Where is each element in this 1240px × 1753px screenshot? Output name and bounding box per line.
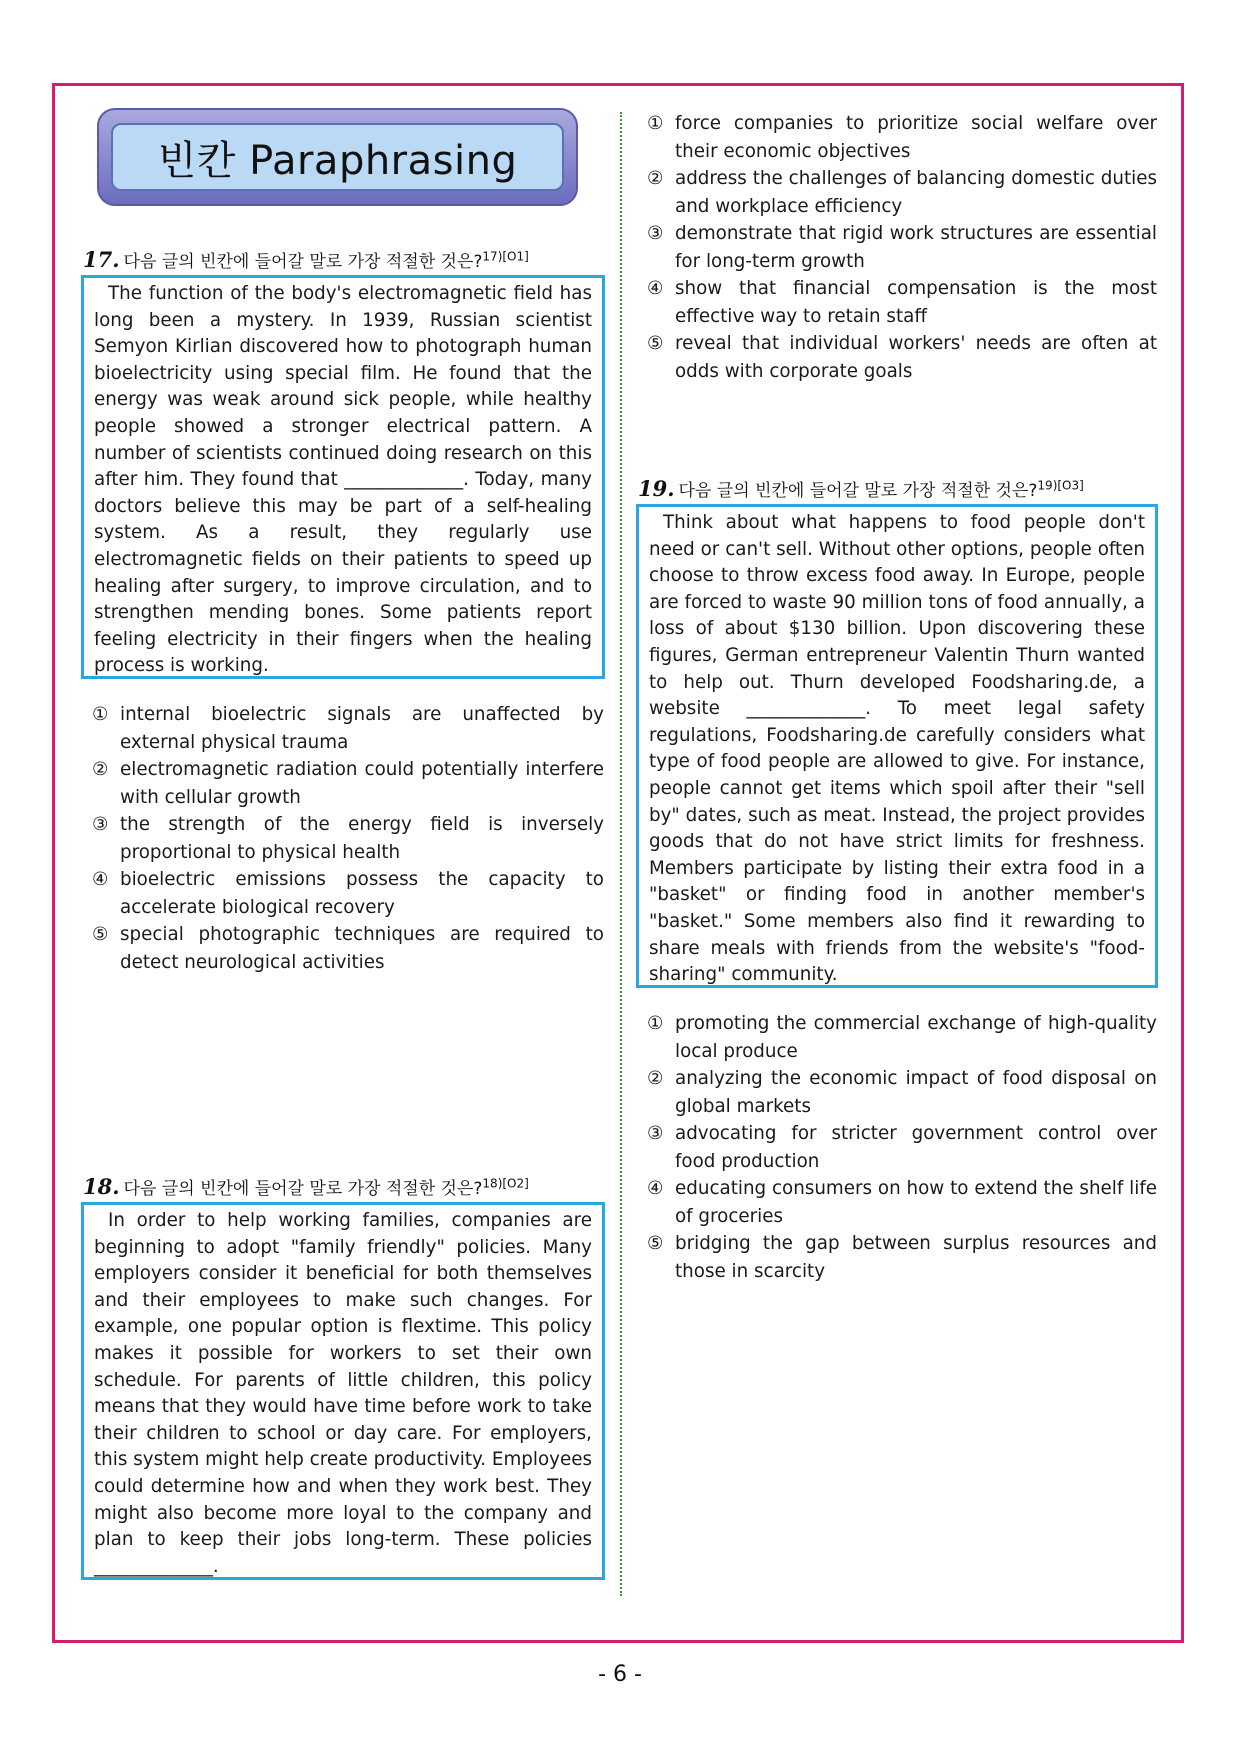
q18-option-4-text: show that financial compensation is the most effective way to retain staff [675,278,1157,327]
q17-option-4[interactable] [92,866,604,921]
q18-passage: In order to help working families, companies are beginning to adopt "family friendly" policies. Many employers consider it beneficial for both themselves and their employees to make such changes. For example, one popular option is flextime. This policy makes it possible for workers to set their own schedule. For parents of little children, this policy means that they would have time before work to take their children to school or day care. For employers, this system might help create productivity. Employees could determine how and when they work best. They might also become more loyal to the company and plan to keep their jobs long-term. These policies _____________. [94,1210,592,1577]
q17-options [92,701,604,976]
q17-option-1[interactable] [92,701,604,756]
q17-option-1-mark: ① [92,704,109,725]
q18-option-3[interactable] [647,220,1157,275]
q19-passage-box [636,504,1158,988]
q18-option-5-text: reveal that individual workers' needs are often at odds with corporate goals [675,333,1157,382]
title-badge-inner [111,123,564,191]
q18-option-2-mark: ② [647,168,664,189]
q17-option-2[interactable] [92,756,604,811]
page-number: - 6 - [598,1662,642,1687]
q18-option-2-text: address the challenges of balancing domestic duties and workplace efficiency [675,168,1157,217]
q17-option-3-mark: ③ [92,814,109,835]
q18-heading [83,1174,529,1199]
q19-option-1[interactable] [647,1010,1157,1065]
q19-option-5-text: bridging the gap between surplus resources and those in scarcity [675,1233,1157,1282]
q19-instruction: 다음 글의 빈칸에 들어갈 말로 가장 적절한 것은? [678,481,1038,501]
q19-option-3[interactable] [647,1120,1157,1175]
q17-passage-box [81,275,605,679]
q17-option-4-text: bioelectric emissions possess the capacity to accelerate biological recovery [120,869,604,918]
q18-option-2[interactable] [647,165,1157,220]
q17-option-2-text: electromagnetic radiation could potentially interfere with cellular growth [120,759,604,808]
q17-option-1-text: internal bioelectric signals are unaffected by external physical trauma [120,704,604,753]
q19-option-4-text: educating consumers on how to extend the shelf life of groceries [675,1178,1157,1227]
q19-option-2-mark: ② [647,1068,664,1089]
q19-option-2-text: analyzing the economic impact of food disposal on global markets [675,1068,1157,1117]
q19-option-1-mark: ① [647,1013,664,1034]
q19-options [647,1010,1157,1285]
q17-number: 17. [83,247,120,272]
q19-option-3-text: advocating for stricter government control over food production [675,1123,1157,1172]
q19-option-3-mark: ③ [647,1123,664,1144]
q17-source: 17)[O1] [482,249,529,264]
q18-option-5[interactable] [647,330,1157,385]
q18-passage-box [81,1202,605,1580]
q19-option-5[interactable] [647,1230,1157,1285]
q17-option-5[interactable] [92,921,604,976]
q19-passage: Think about what happens to food people don't need or can't sell. Without other options, people often choose to throw excess food away. In Europe, people are forced to waste 90 million tons of food annually, a loss of about $130 billion. Upon discovering these figures, German entrepreneur Valentin Thurn wanted to help out. Thurn developed Foodsharing.de, a website _____________. To meet legal safety regulations, Foodsharing.de carefully considers what type of food people are allowed to give. For instance, people cannot get items which spoil after their "sell by" dates, such as meat. Instead, the project provides goods that do not have strict limits for freshness. Members participate by listing their extra food in a "basket" or finding food in another member's "basket." Some members also find it rewarding to share meals with friends from the website's "food-sharing" community. [649,512,1145,986]
q18-instruction: 다음 글의 빈칸에 들어갈 말로 가장 적절한 것은? [123,1179,483,1199]
q19-option-2[interactable] [647,1065,1157,1120]
q18-option-1[interactable] [647,110,1157,165]
q18-option-3-mark: ③ [647,223,664,244]
q19-option-5-mark: ⑤ [647,1233,664,1254]
column-divider [620,112,622,1596]
q17-instruction: 다음 글의 빈칸에 들어갈 말로 가장 적절한 것은? [123,252,483,272]
q17-option-2-mark: ② [92,759,109,780]
q17-option-3[interactable] [92,811,604,866]
q18-option-5-mark: ⑤ [647,333,664,354]
q19-source: 19)[O3] [1037,478,1084,493]
page-title: 빈칸 Paraphrasing [157,137,518,184]
q19-option-1-text: promoting the commercial exchange of high-quality local produce [675,1013,1157,1062]
q19-heading [638,476,1084,501]
q17-option-3-text: the strength of the energy field is inversely proportional to physical health [120,814,604,863]
q18-number: 18. [83,1174,120,1199]
q19-option-4-mark: ④ [647,1178,664,1199]
q19-number: 19. [638,476,675,501]
title-badge [97,108,578,206]
q18-option-1-text: force companies to prioritize social welfare over their economic objectives [675,113,1157,162]
q18-options [647,110,1157,385]
q17-passage: The function of the body's electromagnetic field has long been a mystery. In 1939, Russian scientist Semyon Kirlian discovered how to photograph human bioelectricity using special film. He found that the energy was weak around sick people, while healthy people showed a stronger electrical pattern. A number of scientists continued doing research on this after him. They found that _____________. Today, many doctors believe this may be part of a self-healing system. As a result, they regularly use electromagnetic fields on their patients to speed up healing after surgery, to improve circulation, and to strengthen mending bones. Some patients report feeling electricity in their fingers when the healing process is working. [94,283,592,677]
q17-option-5-text: special photographic techniques are required to detect neurological activities [120,924,604,973]
q17-heading [83,247,529,272]
q17-option-4-mark: ④ [92,869,109,890]
q19-option-4[interactable] [647,1175,1157,1230]
q18-option-4-mark: ④ [647,278,664,299]
q17-option-5-mark: ⑤ [92,924,109,945]
q18-option-4[interactable] [647,275,1157,330]
q18-source: 18)[O2] [482,1176,529,1191]
q18-option-1-mark: ① [647,113,664,134]
q18-option-3-text: demonstrate that rigid work structures are essential for long-term growth [675,223,1157,272]
